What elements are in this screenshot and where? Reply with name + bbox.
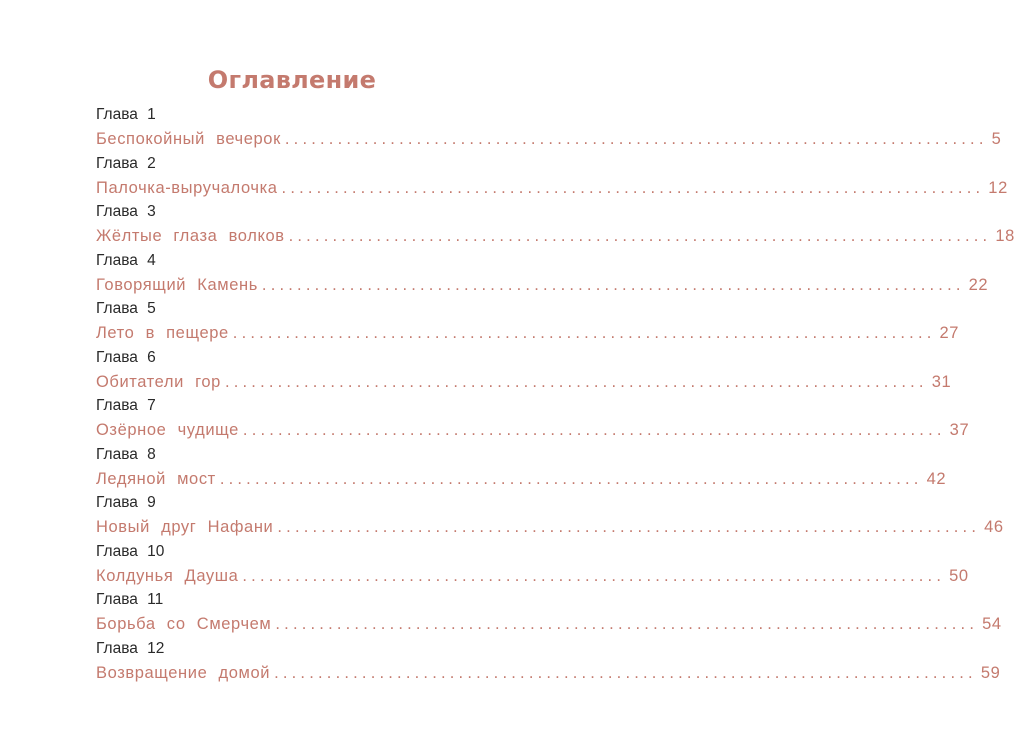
page-number: 59 — [980, 663, 1001, 682]
toc-entry[interactable] — [96, 104, 1002, 153]
toc-entry[interactable] — [96, 395, 970, 444]
dot-leader: ................................................................................ — [219, 469, 923, 488]
page-number: 42 — [926, 469, 947, 488]
entry-line — [96, 514, 1004, 540]
entry-line — [96, 320, 960, 346]
page-title: Оглавление — [207, 66, 377, 94]
chapter-title: Лето в пещере — [96, 324, 229, 342]
dot-leader: ................................................................................ — [261, 275, 965, 294]
page-number: 5 — [991, 130, 1002, 148]
dot-leader: ................................................................................ — [242, 566, 946, 585]
toc-entry[interactable] — [96, 153, 1008, 202]
dot-leader: ................................................................................ — [277, 518, 981, 536]
chapter-title: Обитатели гор — [96, 372, 221, 391]
entry-line — [96, 417, 970, 443]
chapter-title: Новый друг Нафани — [96, 518, 274, 536]
chapter-label: Глава 9 — [96, 494, 156, 511]
chapter-label: Глава 3 — [96, 203, 156, 220]
chapter-title: Озёрное чудище — [96, 421, 239, 439]
chapter-title: Палочка-выручалочка — [96, 178, 278, 197]
toc-entry[interactable] — [96, 541, 969, 590]
chapter-label: Глава 7 — [96, 397, 156, 414]
entry-line — [96, 660, 1001, 686]
page-number: 27 — [939, 324, 960, 342]
dot-leader: ................................................................................ — [275, 615, 979, 633]
chapter-title: Ледяной мост — [96, 469, 216, 488]
page-number: 54 — [982, 615, 1002, 633]
dot-leader: ................................................................................ — [274, 663, 977, 682]
toc-entry[interactable] — [96, 201, 1015, 250]
chapter-label: Глава 12 — [96, 639, 165, 657]
dot-leader: ................................................................................ — [284, 130, 988, 148]
chapter-label: Глава 2 — [96, 154, 156, 172]
chapter-label: Глава 11 — [96, 591, 164, 608]
page-number: 22 — [968, 275, 989, 294]
page-number: 31 — [931, 372, 952, 391]
entry-line — [96, 563, 969, 589]
chapter-label: Глава 1 — [96, 106, 156, 123]
toc-entry[interactable] — [96, 347, 952, 396]
entry-line — [96, 223, 1015, 249]
dot-leader: ................................................................................ — [224, 372, 928, 391]
toc-entry[interactable] — [96, 250, 989, 299]
page-number: 18 — [995, 227, 1015, 245]
dot-leader: ................................................................................ — [232, 324, 936, 342]
entry-line — [96, 175, 1008, 201]
dot-leader: ................................................................................ — [242, 421, 946, 439]
page-number: 46 — [984, 518, 1004, 536]
toc-entry[interactable] — [96, 638, 1001, 687]
chapter-label: Глава 5 — [96, 300, 156, 317]
page-number: 12 — [988, 178, 1008, 197]
entry-line — [96, 466, 947, 492]
entry-line — [96, 611, 1002, 637]
entry-line — [96, 369, 952, 395]
dot-leader: ................................................................................ — [288, 227, 992, 245]
entry-line — [96, 272, 989, 298]
chapter-label: Глава 6 — [96, 348, 156, 366]
table-of-contents — [96, 104, 1015, 686]
page-number: 37 — [949, 421, 970, 439]
chapter-title: Говорящий Камень — [96, 275, 258, 294]
chapter-title: Колдунья Дауша — [96, 566, 239, 585]
chapter-label: Глава 8 — [96, 445, 156, 463]
chapter-title: Возвращение домой — [96, 663, 271, 682]
page-number: 50 — [949, 566, 969, 585]
toc-entry[interactable] — [96, 444, 947, 493]
chapter-label: Глава 10 — [96, 542, 165, 560]
toc-entry[interactable] — [96, 298, 960, 347]
toc-entry[interactable] — [96, 589, 1002, 638]
toc-entry[interactable] — [96, 492, 1004, 541]
dot-leader: ................................................................................ — [281, 178, 985, 197]
chapter-title: Беспокойный вечерок — [96, 130, 281, 148]
chapter-title: Жёлтые глаза волков — [96, 227, 285, 245]
chapter-label: Глава 4 — [96, 251, 156, 269]
entry-line — [96, 126, 1002, 152]
chapter-title: Борьба со Смерчем — [96, 615, 272, 633]
